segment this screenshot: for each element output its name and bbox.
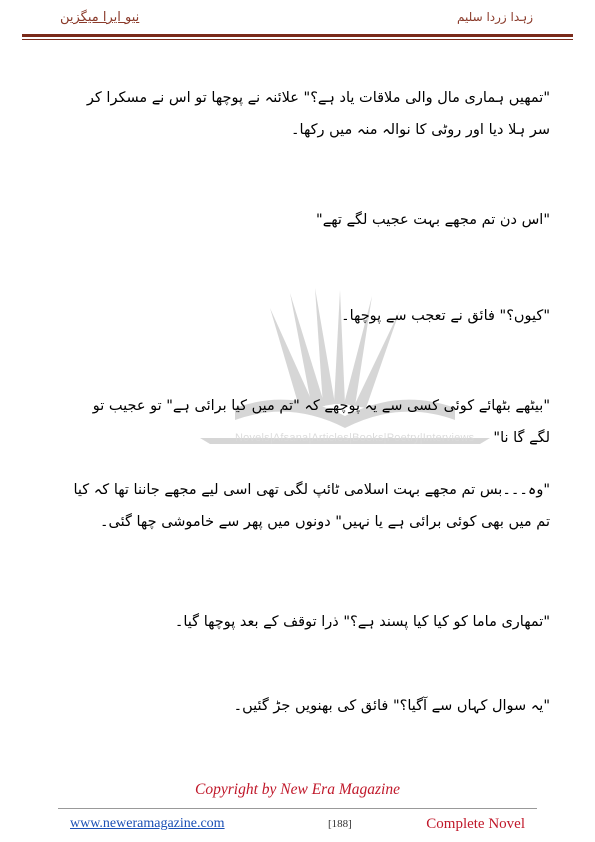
paragraph: "وہ۔۔۔بس تم مجھے بہت اسلامی ٹائپ لگی تھی اسی لیے مجھے جاننا تھا کہ کیا تم میں بھی کوئی برائی ہے یا نہیں" دونوں میں پھر سے خاموشی چھا گئی۔ [73,482,550,530]
page-number: [188] [328,818,352,830]
paragraph: "تمھیں ہماری مال والی ملاقات یاد ہے؟" علائنہ نے پوچھا تو اس نے مسکرا کر سر ہلا دیا اور روٹی کا نوالہ منہ میں رکھا۔ [86,90,550,138]
page-header [22,6,573,36]
page-footer [70,816,525,836]
header-rule-thick [22,34,573,37]
paragraph: "یہ سوال کہاں سے آگیا؟" فائق کی بھنویں جڑ گئیں۔ [233,698,550,714]
paragraph: "بیٹھے بٹھائے کوئی کسی سے یہ پوچھے کہ "تم میں کیا برائی ہے" تو عجیب تو لگے گا نا" [92,398,550,446]
paragraph: "تمھاری ماما کو کیا کیا پسند ہے؟" ذرا توقف کے بعد پوچھا گیا۔ [174,614,550,630]
header-rule-thin [22,39,573,40]
website-link[interactable]: www.neweramagazine.com [70,816,225,831]
footer-rule [58,808,537,809]
paragraph: "اس دن تم مجھے بہت عجیب لگے تھے" [316,212,550,228]
watermark-text: Novels|Afsana|Articles|Books|Poetry|Interviews [235,432,475,444]
author-name: زہدا زردا سلیم [457,10,533,24]
paragraph: "کیوں؟" فائق نے تعجب سے پوچھا۔ [341,308,550,324]
novel-label: Complete Novel [426,816,525,832]
magazine-name: نیو ایرا میگزین [60,10,140,25]
copyright-notice: Copyright by New Era Magazine [195,781,400,798]
